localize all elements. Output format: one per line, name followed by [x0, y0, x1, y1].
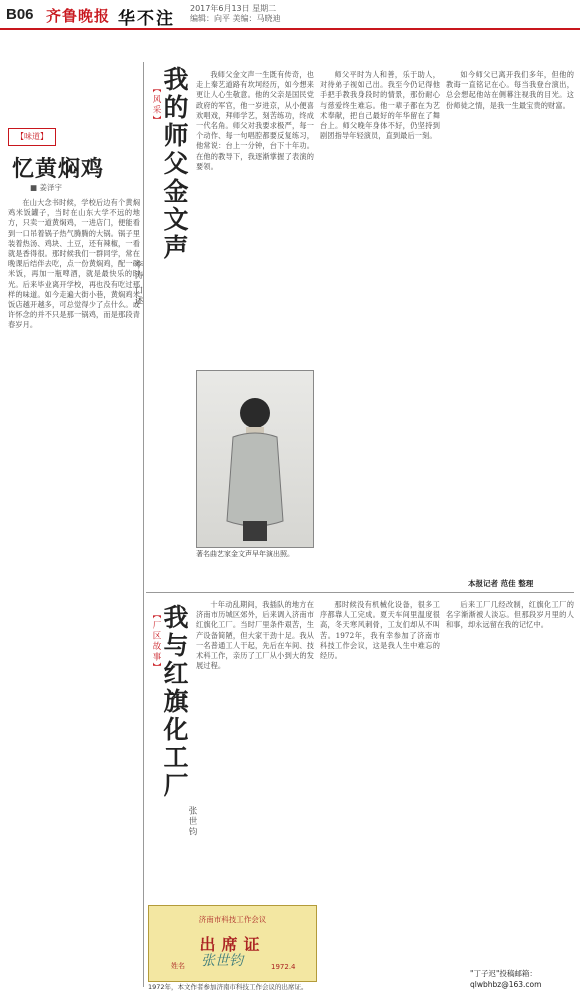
certificate-title: 出席证	[199, 935, 266, 954]
page-header	[0, 0, 580, 30]
article1-body-col3: 如今师父已离开我们多年，但他的教诲一直铭记在心。每当我登台演出，总会想起他站在侧幕注视我的目光。这份师徒之情，是我一生最宝贵的财富。	[446, 70, 574, 110]
article1-author: 李涛 口述	[133, 260, 143, 307]
food-title: 忆黄焖鸡	[12, 157, 105, 182]
header-meta	[190, 4, 281, 24]
issue-date: 2017年6月13日 星期二	[190, 4, 277, 13]
article2-body-col2: 那时候没有机械化设备，很多工序都靠人工完成。夏天车间里温度很高，冬天寒风刺骨，工友们却从不叫苦。1972年，我有幸参加了济南市科技工作会议，这是我人生中难忘的经历。	[320, 600, 440, 661]
certificate-signature: 张世钧	[201, 953, 243, 969]
article2-title: 我与红旗化工厂	[160, 604, 189, 800]
performer-photo	[196, 370, 314, 548]
article1-category: 【风采】	[151, 84, 161, 126]
food-body: 在山大念书时候，学校后边有个黄焖鸡米饭罐子，当时在山东大学不远的地方，只卖一道黄焖鸡，一进店门，便能看到一口吊着锅子热气腾腾的大锅。锅子里装着热汤、鸡块、土豆，还有辣椒，一看就是香得很。那时候我们一群同学，常在晚课后结伴去吃，点一份黄焖鸡，配一碗米饭，再加一瓶啤酒，就是最快乐的时光。后来毕业离开学校，再也没有吃过那样的味道。如今走遍大街小巷，黄焖鸡米饭店越开越多，可总觉得少了点什么。或许怀念的并不只是那一锅鸡，而是那段青春岁月。	[8, 198, 140, 330]
article-divider	[146, 592, 574, 593]
page-number: B06	[6, 6, 34, 23]
food-author: ■ 姜泽宇	[30, 183, 62, 192]
article1-body-col2: 师父平时为人和善，乐于助人，对待弟子视如己出。我至今仍记得他手把手教我身段时的情景，那份耐心与慈爱终生难忘。他一辈子都在为艺术奉献，把自己最好的年华留在了舞台上。师父晚年身体不好，仍坚持到剧团指导年轻演员，直到最后一刻。	[320, 70, 440, 141]
editor-credits: 编辑：向平 美编：马晓迪	[190, 14, 281, 23]
newspaper-logo: 齐鲁晚报	[46, 9, 111, 25]
submission-email: "丁子迟"投稿邮箱：qlwbhbz@163.com	[470, 969, 542, 989]
section-title: 华不注	[118, 9, 175, 28]
article2-body-col3: 后来工厂几经改制，红旗化工厂的名字渐渐被人淡忘。但那段岁月里的人和事，却永远留在我的记忆中。	[446, 600, 574, 630]
performer-figure-icon	[197, 371, 313, 547]
header-rule	[0, 28, 580, 30]
article2-body-col1: 十年动乱期间，我插队的地方在济南市历城区郊外，后来调入济南市红旗化工厂。当时厂里条件艰苦，生产设备简陋，但大家干劲十足。我从一名普通工人干起，先后在车间、技术科工作，亲历了工厂从小到大的发展过程。	[196, 600, 314, 671]
attendance-certificate	[148, 905, 317, 982]
article2-author: 张世钧	[187, 806, 197, 838]
certificate-org: 济南市科技工作会议	[198, 915, 267, 924]
certificate-name-label: 姓名	[171, 962, 185, 970]
food-category-tag: 【味道】	[8, 128, 56, 146]
certificate-caption: 1972年，本文作者参加济南市科技工作会议的出席证。	[148, 983, 308, 991]
article1-credits: 本报记者 范佳 整理	[468, 579, 534, 588]
certificate-year: 1972.4	[271, 963, 296, 971]
article1-title: 我的师父金文声	[160, 66, 189, 262]
article1-body-col1: 我师父金文声一生既有传奇，也走上秦艺道路有坎坷经历，如今想来更让人心生敬意。他的父亲是国民党政府的军官，他一岁进京，从小便喜欢唱戏，拜师学艺，刻苦练功，终成一代名角。师父对我要求极严，每一个动作、每一句唱腔都要反复练习，他常说：台上一分钟，台下十年功。在他的教导下，我逐渐掌握了表演的要领。	[196, 70, 314, 171]
article2-category: 【厂区故事】	[151, 610, 161, 673]
column-divider	[143, 62, 144, 987]
photo-caption: 著名曲艺家金文声早年演出照。	[196, 550, 294, 558]
